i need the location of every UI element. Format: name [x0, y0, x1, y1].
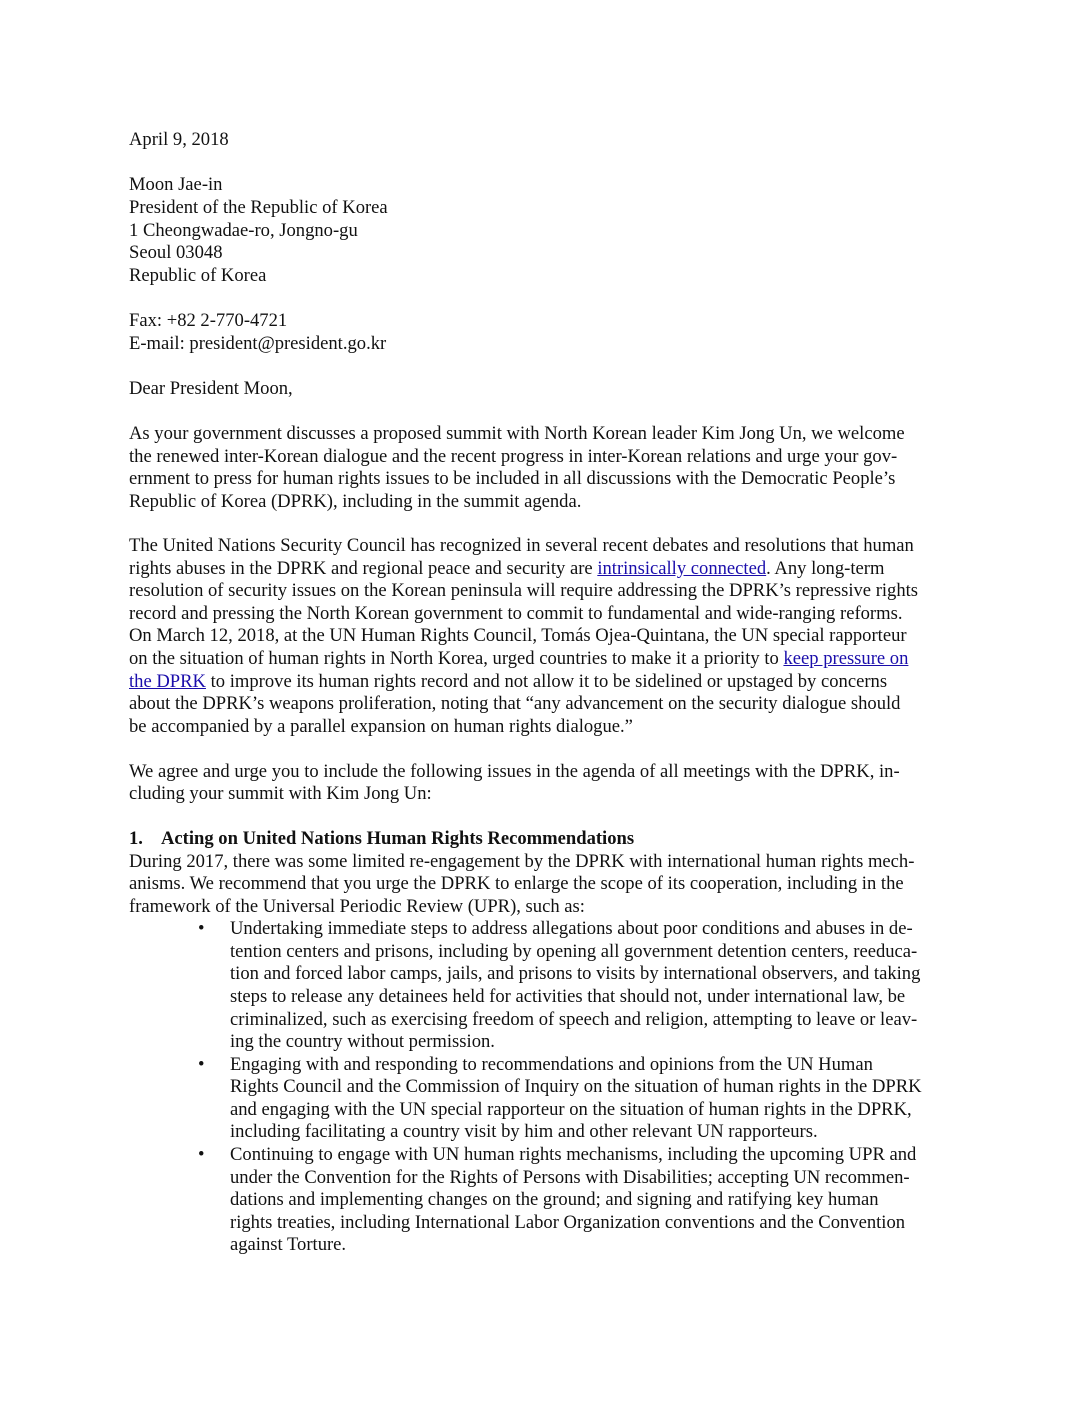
- paragraph-2-line: record and pressing the North Korean government to commit to fundamental and wide-ranging reforms.: [129, 603, 903, 624]
- salutation: Dear President Moon,: [129, 378, 293, 399]
- bullet-1-line: tention centers and prisons, including by opening all government detention centers, reeduca-: [230, 941, 918, 962]
- bullet-3-line: under the Convention for the Rights of Persons with Disabilities; accepting UN recommen-: [230, 1167, 910, 1188]
- keep-pressure-link[interactable]: keep pressure on: [783, 648, 909, 669]
- recipient-name: Moon Jae-in: [129, 174, 223, 195]
- paragraph-1-line: the renewed inter-Korean dialogue and the recent progress in inter-Korean relations and urge your gov-: [129, 446, 898, 467]
- bullet-icon: •: [198, 1054, 205, 1075]
- paragraph-2-text: rights abuses in the DPRK and regional peace and security are: [129, 558, 598, 579]
- section-1-intro-line: During 2017, there was some limited re-engagement by the DPRK with international human rights mech-: [129, 851, 915, 872]
- section-1-intro-line: framework of the Universal Periodic Review (UPR), such as:: [129, 896, 585, 917]
- recipient-email: E-mail: president@president.go.kr: [129, 333, 387, 354]
- section-1-intro-line: anisms. We recommend that you urge the DPRK to enlarge the scope of its cooperation, including in the: [129, 873, 904, 894]
- paragraph-2-text: on the situation of human rights in North Korea, urged countries to make it a priority to: [129, 648, 784, 669]
- paragraph-1-line: ernment to press for human rights issues to be included in all discussions with the Democratic People’s: [129, 468, 896, 489]
- paragraph-2-line: resolution of security issues on the Korean peninsula will require addressing the DPRK’s repressive rights: [129, 580, 919, 601]
- bullet-2-line: and engaging with the UN special rapporteur on the situation of human rights in the DPRK,: [230, 1099, 912, 1120]
- paragraph-2-line: about the DPRK’s weapons proliferation, noting that “any advancement on the security dialogue should: [129, 693, 901, 714]
- paragraph-2-line: [129, 648, 908, 670]
- section-1-heading: [129, 828, 634, 850]
- bullet-3-line: rights treaties, including International Labor Organization conventions and the Convention: [230, 1212, 906, 1233]
- letter-date: April 9, 2018: [129, 129, 229, 150]
- paragraph-3-line: We agree and urge you to include the following issues in the agenda of all meetings with the DPRK, in-: [129, 761, 900, 782]
- section-1-number: 1.: [129, 828, 143, 849]
- section-1-title: Acting on United Nations Human Rights Recommendations: [160, 828, 635, 849]
- bullet-3-line: Continuing to engage with UN human rights mechanisms, including the upcoming UPR and: [230, 1144, 917, 1165]
- paragraph-1-line: Republic of Korea (DPRK), including in the summit agenda.: [129, 491, 582, 512]
- bullet-1-line: ing the country without permission.: [230, 1031, 495, 1052]
- bullet-2-line: Rights Council and the Commission of Inquiry on the situation of human rights in the DPRK: [230, 1076, 922, 1097]
- bullet-2-line: including facilitating a country visit by him and other relevant UN rapporteurs.: [230, 1121, 818, 1142]
- paragraph-2-text: . Any long-term: [766, 558, 885, 579]
- bullet-1-line: steps to release any detainees held for activities that should not, under international law, be: [230, 986, 906, 1007]
- bullet-3-line: dations and implementing changes on the ground; and signing and ratifying key human: [230, 1189, 879, 1210]
- paragraph-2-line: [129, 671, 887, 693]
- paragraph-2-line: On March 12, 2018, at the UN Human Rights Council, Tomás Ojea-Quintana, the UN special rapporteur: [129, 625, 907, 646]
- bullet-icon: •: [198, 1144, 205, 1165]
- paragraph-3-line: cluding your summit with Kim Jong Un:: [129, 783, 432, 804]
- paragraph-2-line: The United Nations Security Council has recognized in several recent debates and resolutions that human: [129, 535, 914, 556]
- keep-pressure-link-continued[interactable]: the DPRK: [129, 671, 206, 692]
- recipient-title: President of the Republic of Korea: [129, 197, 388, 218]
- paragraph-1-line: As your government discusses a proposed summit with North Korean leader Kim Jong Un, we welcome: [129, 423, 905, 444]
- recipient-address: 1 Cheongwadae-ro, Jongno-gu: [129, 220, 358, 241]
- bullet-icon: •: [198, 918, 205, 939]
- intrinsically-connected-link[interactable]: intrinsically connected: [597, 558, 767, 579]
- recipient-fax: Fax: +82 2-770-4721: [129, 310, 288, 331]
- paragraph-2-text: to improve its human rights record and not allow it to be sidelined or upstaged by concerns: [205, 671, 888, 692]
- recipient-city: Seoul 03048: [129, 242, 223, 263]
- bullet-1-line: tion and forced labor camps, jails, and prisons to visits by international observers, and taking: [230, 963, 921, 984]
- recipient-country: Republic of Korea: [129, 265, 267, 286]
- paragraph-2-line: be accompanied by a parallel expansion on human rights dialogue.”: [129, 716, 633, 737]
- bullet-1-line: criminalized, such as exercising freedom of speech and religion, attempting to leave or leav-: [230, 1009, 918, 1030]
- paragraph-2-line: [129, 558, 884, 580]
- bullet-3-line: against Torture.: [230, 1234, 347, 1255]
- bullet-1-line: Undertaking immediate steps to address allegations about poor conditions and abuses in de-: [230, 918, 913, 939]
- bullet-2-line: Engaging with and responding to recommendations and opinions from the UN Human: [230, 1054, 873, 1075]
